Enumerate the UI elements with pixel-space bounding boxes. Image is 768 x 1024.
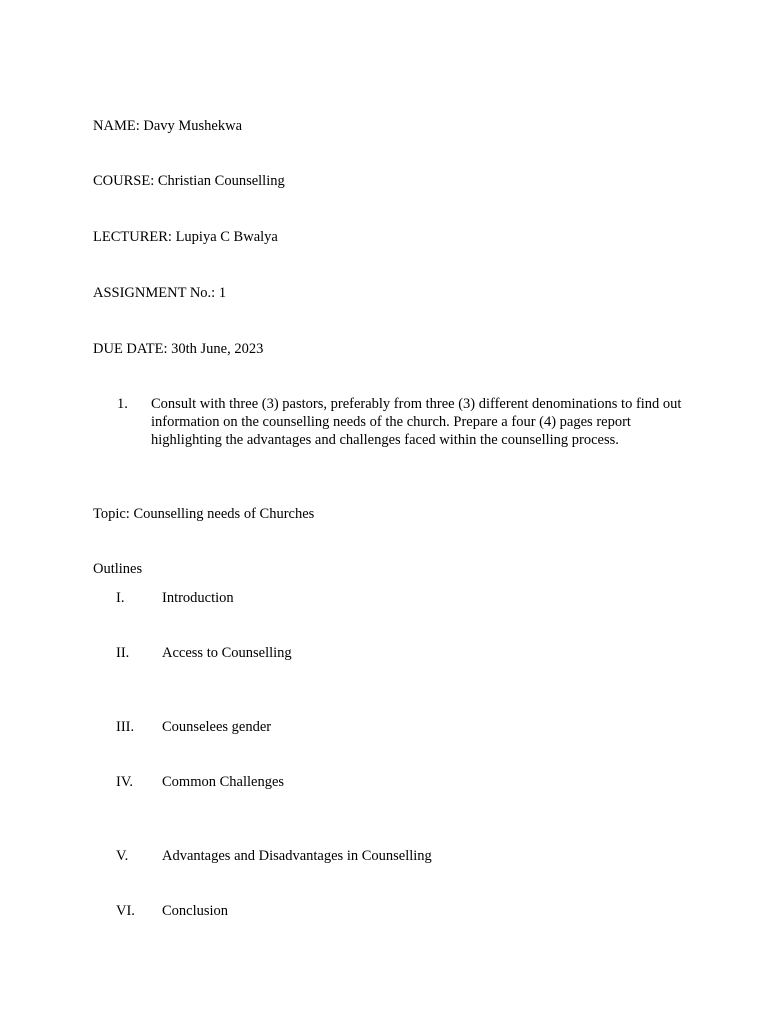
outline-numeral: V.: [116, 848, 129, 864]
question-number: 1.: [117, 396, 128, 412]
outline-item: [116, 644, 676, 662]
course-name: COURSE: Christian Counselling: [93, 173, 285, 189]
outline-item: [116, 902, 676, 920]
outline-numeral: I.: [116, 590, 125, 606]
lecturer-name: LECTURER: Lupiya C Bwalya: [93, 229, 278, 245]
assignment-number: ASSIGNMENT No.: 1: [93, 285, 227, 301]
outline-text: Advantages and Disadvantages in Counselling: [162, 848, 432, 864]
outline-item: [116, 718, 676, 736]
outline-numeral: III.: [116, 719, 135, 735]
outline-item: [116, 773, 676, 791]
outline-numeral: IV.: [116, 774, 134, 790]
outline-text: Common Challenges: [162, 774, 285, 790]
topic-line: Topic: Counselling needs of Churches: [93, 506, 315, 522]
outline-text: Introduction: [162, 590, 234, 606]
student-name: NAME: Davy Mushekwa: [93, 118, 243, 134]
outline-text: Counselees gender: [162, 719, 272, 735]
due-date: DUE DATE: 30th June, 2023: [93, 341, 264, 357]
outline-numeral: II.: [116, 645, 130, 661]
outline-item: [116, 847, 676, 865]
question-text: Consult with three (3) pastors, preferably from three (3) different denominations to find out information on the counselling needs of the church. Prepare a four (4) pages report highlighting the advantages and challenges faced within the counselling process.: [151, 396, 682, 448]
outlines-heading: Outlines: [93, 561, 143, 577]
outline-item: [116, 589, 676, 607]
outline-numeral: VI.: [116, 903, 135, 919]
outline-text: Access to Counselling: [162, 645, 292, 661]
outline-text: Conclusion: [162, 903, 229, 919]
